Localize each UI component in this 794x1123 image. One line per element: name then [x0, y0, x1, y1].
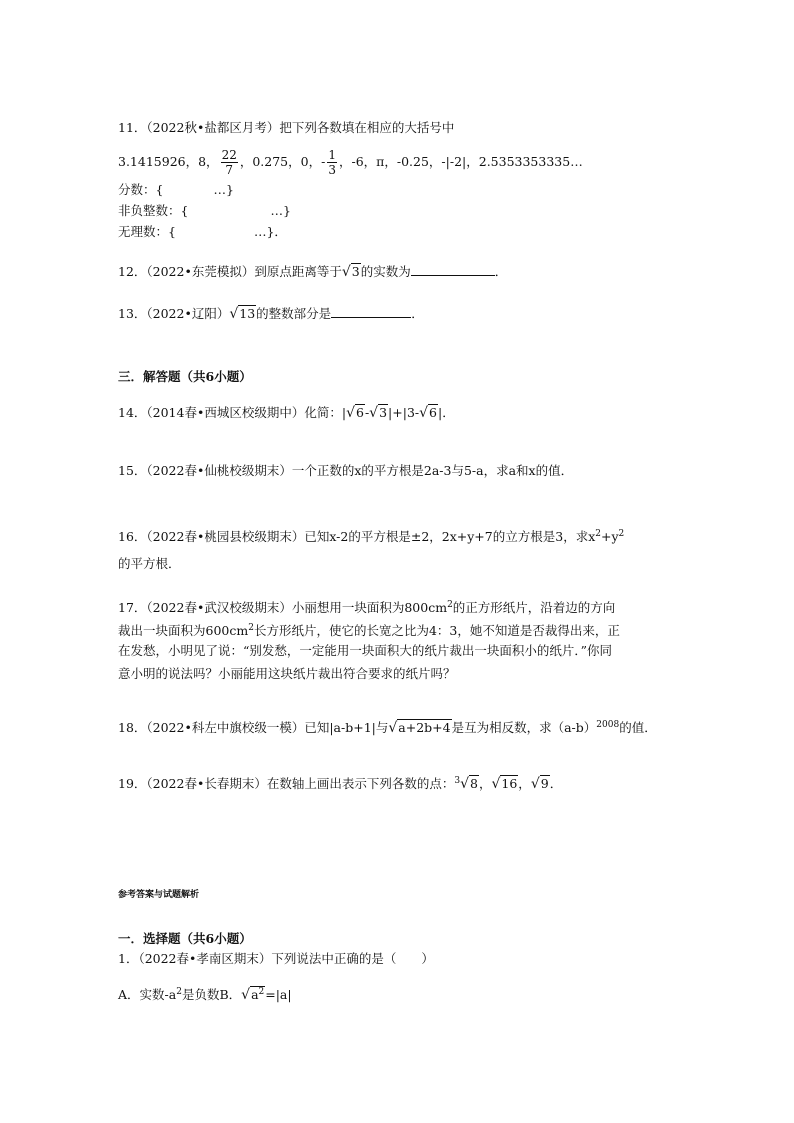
- cube-root-index: 3: [454, 776, 461, 786]
- question-17-text: 的正方形纸片，沿着边的方向: [452, 600, 616, 616]
- radicand: 3: [379, 405, 388, 420]
- radicand: [250, 986, 265, 1002]
- sqrt-a-squared: [241, 983, 265, 1004]
- radical-sign-icon: √: [241, 987, 251, 1004]
- radical-sign-icon: √: [341, 264, 351, 280]
- question-17-line-2: [118, 619, 620, 640]
- sqrt-expression: [388, 719, 451, 737]
- exponent: 2: [248, 623, 254, 633]
- separator: ，: [518, 776, 531, 792]
- question-17-line-1: [118, 596, 615, 617]
- sqrt-3: [369, 404, 388, 422]
- sqrt-6: [419, 404, 438, 422]
- question-13-tail: 的整数部分是: [256, 306, 332, 321]
- nonneg-integer-set-end: …}: [270, 203, 291, 218]
- radical-sign-icon: √: [530, 776, 540, 793]
- fraction-numerator: 1: [328, 147, 336, 162]
- radicand: 9: [540, 776, 549, 792]
- question-1: 1．（2022春•孝南区期末）下列说法中正确的是（ ）: [118, 951, 434, 966]
- section-3-heading: 三．解答题（共6小题）: [118, 369, 252, 384]
- radicand: 8: [470, 776, 478, 792]
- fraction-set-line: [118, 181, 234, 199]
- question-15: 15．（2022春•仙桃校级期末）一个正数的x的平方根是2a-3与5-a，求a和x的值．: [118, 463, 574, 478]
- question-1-options: [118, 983, 292, 1004]
- radicand: 13: [239, 306, 256, 321]
- fraction-sign: -: [321, 154, 326, 169]
- radicand: 6: [429, 405, 437, 420]
- fraction-1-3: [327, 148, 337, 177]
- question-11-heading: 11．（2022秋•盐都区月考）把下列各数填在相应的大括号中: [118, 120, 455, 135]
- sqrt-13: [229, 305, 256, 323]
- exponent: 2: [618, 529, 625, 539]
- nonneg-integer-set-label: 非负整数：{: [118, 203, 189, 218]
- abs-connector: |+|3-: [388, 405, 420, 420]
- radicand: 6: [355, 405, 364, 420]
- question-12-tail: 的实数为: [360, 264, 411, 279]
- radicand: a+2b+4: [398, 720, 451, 736]
- question-18-text: 18．（2022•科左中旗校级一模）已知|a-b+1|与: [118, 720, 389, 736]
- option-a-text: A．实数-a: [118, 987, 177, 1003]
- question-16-line-1: [118, 525, 624, 546]
- fraction-denominator: 7: [225, 162, 234, 177]
- irrational-set-line: [118, 223, 287, 241]
- radical-sign-icon: √: [346, 405, 355, 421]
- sqrt-16: [491, 775, 518, 793]
- question-16-text: 16．（2022春•桃园县校级期末）已知x-2的平方根是±2，2x+y+7的立方根是3，求x: [118, 529, 596, 545]
- radical-sign-icon: √: [229, 306, 239, 322]
- question-12-text: 12．（2022•东莞模拟）到原点距离等于: [118, 264, 342, 279]
- question-18: [118, 716, 657, 737]
- fraction-set-end: …}: [213, 182, 234, 197]
- fraction-22-7: [221, 148, 238, 177]
- question-19-text: 19．（2022春•长春期末）在数轴上画出表示下列各数的点：: [118, 776, 455, 792]
- nonneg-integer-set-line: [118, 202, 291, 220]
- fraction-denominator: 3: [328, 162, 336, 177]
- radical-sign-icon: √: [491, 776, 501, 793]
- question-11-numbers: [118, 145, 583, 179]
- irrational-set-end: …}．: [253, 224, 287, 239]
- question-16-plus: +y: [600, 529, 619, 545]
- fraction-numerator: 22: [221, 147, 237, 162]
- fraction-set-label: 分数：{: [118, 182, 164, 197]
- section-1-heading: 一．选择题（共6小题）: [118, 931, 252, 946]
- exponent: 2: [447, 600, 453, 610]
- q11-numbers-part-a: 3.1415926，8，: [118, 154, 219, 169]
- radical-sign-icon: √: [419, 405, 429, 421]
- radicand-base: a: [251, 987, 259, 1003]
- question-12-end: ．: [494, 264, 508, 279]
- minus-sign: -: [364, 405, 370, 420]
- q11-numbers-part-c: ，-6，π，-0.25，-|-2|，2.5353353335…: [338, 154, 583, 169]
- answer-blank: [411, 263, 495, 276]
- question-17-line-3: 在发愁，小明见了说：“别发愁，一定能用一块面积大的纸片裁出一块面积小的纸片．”你同: [118, 643, 613, 658]
- question-14: [118, 404, 455, 422]
- radical-sign-icon: √: [460, 776, 469, 793]
- question-18-end: 的值．: [619, 720, 657, 736]
- radical-sign-icon: √: [388, 720, 398, 737]
- option-b-tail: =|a|: [265, 987, 292, 1003]
- cube-root-8: [460, 775, 479, 793]
- exponent: 2: [258, 987, 265, 997]
- question-13-end: ．: [411, 306, 424, 321]
- radicand: 16: [501, 776, 518, 792]
- question-16-line-2: 的平方根．: [118, 556, 181, 571]
- question-17-text: 长方形纸片，使它的长宽之比为4：3，她不知道是否裁得出来，正: [253, 623, 620, 639]
- radicand: 3: [351, 264, 360, 279]
- question-19: [118, 772, 562, 793]
- sqrt-6: [346, 404, 365, 422]
- answers-title: 参考答案与试题解析: [118, 890, 200, 900]
- sqrt-9: [531, 775, 550, 793]
- question-13-text: 13．（2022•辽阳）: [118, 306, 230, 321]
- exponent: 2: [176, 987, 182, 997]
- exponent: 2: [595, 529, 601, 539]
- question-13: [118, 305, 424, 323]
- question-14-end: |．: [438, 405, 455, 420]
- question-19-end: ．: [549, 776, 563, 792]
- irrational-set-label: 无理数：{: [118, 224, 176, 239]
- question-17-text: 裁出一块面积为600cm: [118, 623, 249, 639]
- question-14-text: 14．（2014春•西城区校级期中）化简：|: [118, 405, 347, 420]
- question-17-line-4: 意小明的说法吗？小丽能用这块纸片裁出符合要求的纸片吗？: [118, 666, 456, 681]
- option-b-text: 是负数B．: [181, 987, 242, 1003]
- radical-sign-icon: √: [369, 405, 379, 421]
- question-12: [118, 263, 507, 281]
- answer-blank: [331, 305, 411, 318]
- question-17-text: 17．（2022春•武汉校级期末）小丽想用一块面积为800cm: [118, 600, 448, 616]
- sqrt-3: [342, 263, 361, 281]
- q11-numbers-part-b: ，0.275，0，: [239, 154, 322, 169]
- question-18-tail: 是互为相反数，求（a-b）: [451, 720, 597, 736]
- exponent: 2008: [596, 720, 620, 730]
- separator: ，: [478, 776, 492, 792]
